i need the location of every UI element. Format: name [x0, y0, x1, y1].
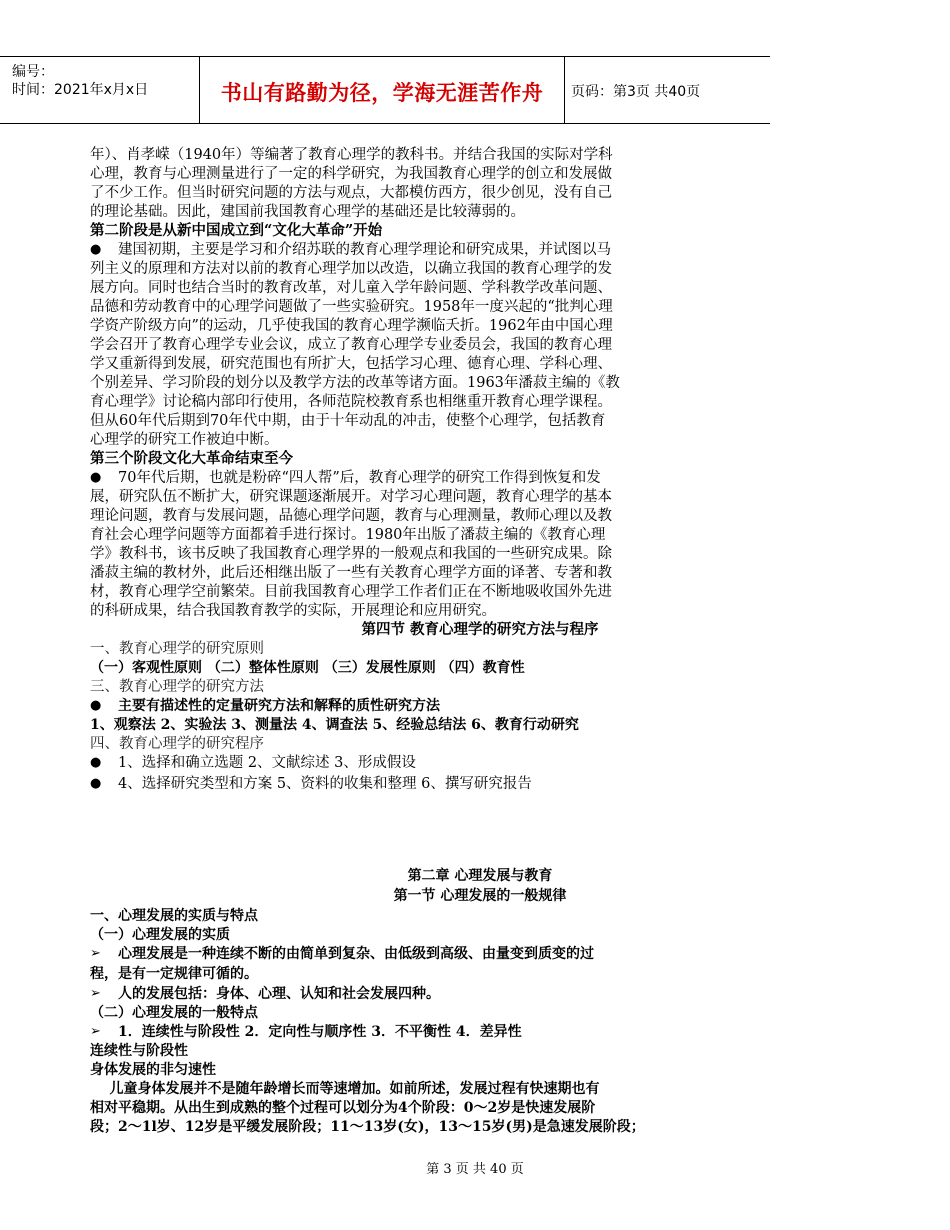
page-info: 页码：第3页 共40页 — [571, 84, 701, 100]
motto-text: 书山有路勤为径，学海无涯苦作舟 — [220, 81, 544, 105]
section-line: 一、教育心理学的研究原则 — [90, 641, 264, 657]
procedure-line: 4、选择研究类型和方案 5、资料的收集和整理 6、撰写研究报告 — [118, 776, 532, 792]
section-heading: （一）心理发展的实质 — [90, 927, 230, 943]
section-heading: 一、心理发展的实质与特点 — [90, 908, 258, 924]
header-motto-cell — [200, 57, 565, 123]
procedure-line: 1、选择和确立选题 2、文献综述 3、形成假设 — [118, 755, 416, 771]
paragraph-line: 心理发展是一种连续不断的由简单到复杂、由低级到高级、由量变到质变的过 — [118, 946, 594, 962]
methods-summary: 主要有描述性的定量研究方法和解释的质性研究方法 — [118, 698, 440, 714]
paragraph-line: 年）、肖孝嵘（1940年）等编著了教育心理学的教科书。并结合我国的实际对学科 — [90, 147, 613, 163]
page-header — [0, 56, 770, 124]
chapter2-section1-title: 第一节 心理发展的一般规律 — [393, 888, 567, 904]
paragraph-line: 人的发展包括：身体、心理、认知和社会发展四种。 — [118, 986, 440, 1002]
paragraph-line: 学会召开了教育心理学专业会议，成立了教育心理学专业委员会，我国的教育心理 — [90, 337, 612, 353]
paragraph-line: 了不少工作。但当时研究问题的方法与观点，大都模仿西方，很少创见，没有自己 — [90, 185, 612, 201]
paragraph-line: 建国初期，主要是学习和介绍苏联的教育心理学理论和研究成果，并试图以马 — [118, 242, 611, 258]
paragraph-line: 列主义的原理和方法对以前的教育心理学加以改造，以确立我国的教育心理学的发 — [90, 261, 612, 277]
bullet-icon: ● — [90, 698, 102, 713]
paragraph-line: 品德和劳动教育中的心理学问题做了一些实验研究。1958年一度兴起的“批判心理 — [90, 299, 613, 315]
paragraph-line: 育心理学》讨论稿内部印行使用，各师范院校教育系也相继重开教育心理学课程。 — [90, 394, 612, 410]
stage3-heading: 第三个阶段文化大革命结束至今 — [90, 450, 293, 467]
bullet-icon: ● — [90, 242, 102, 257]
methods-list: 1、观察法 2、实验法 3、测量法 4、调查法 5、经验总结法 6、教育行动研究 — [90, 717, 579, 733]
paragraph-line: 材，教育心理学空前繁荣。目前我国教育心理学工作者们正在不断地吸收国外先进 — [90, 584, 612, 600]
bullet-icon: ● — [90, 470, 102, 485]
time-label: 时间：2021年x月x日 — [12, 82, 149, 98]
paragraph-line: 学又重新得到发展，研究范围也有所扩大，包括学习心理、德育心理、学科心理、 — [90, 356, 612, 372]
paragraph-line: 段；2～1l岁、12岁是平缓发展阶段；11～13岁(女)，13～15岁(男)是急速发展阶段； — [90, 1119, 645, 1135]
paragraph-line: 70年代后期，也就是粉碎“四人帮”后，教育心理学的研究工作得到恢复和发 — [118, 470, 601, 486]
page-footer: 第 3 页 共 40 页 — [426, 1162, 524, 1177]
paragraph-line: 但从60年代后期到70年代中期，由于十年动乱的冲击，使整个心理学，包括教育 — [90, 413, 606, 429]
paragraph-line: 育社会心理学问题等方面都着手进行探讨。1980年出版了潘菽主编的《教育心理 — [90, 527, 606, 543]
paragraph-line: 心理，教育与心理测量进行了一定的科学研究，为我国教育心理学的创立和发展做 — [90, 166, 612, 182]
principles-line: （一）客观性原则 （二）整体性原则 （三）发展性原则 （四）教育性 — [90, 660, 525, 676]
chapter2-title: 第二章 心理发展与教育 — [407, 868, 553, 884]
header-page-cell — [565, 57, 770, 123]
paragraph-line: 程，是有一定规律可循的。 — [90, 966, 258, 982]
bullet-icon: ● — [90, 776, 102, 791]
subheading: 连续性与阶段性 — [90, 1043, 188, 1059]
paragraph-line: 理论问题，教育与发展问题，品德心理学问题，教育与心理测量，教师心理以及教 — [90, 508, 612, 524]
subheading: 身体发展的非匀速性 — [90, 1062, 216, 1078]
paragraph-line: 展方向。同时也结合当时的教育改革，对儿童入学年龄问题、学科教学改革问题、 — [90, 280, 612, 296]
paragraph-line: 展，研究队伍不断扩大，研究课题逐渐展开。对学习心理问题，教育心理学的基本 — [90, 489, 612, 505]
bullet-icon: ● — [90, 755, 102, 770]
paragraph-line: 的科研成果，结合我国教育教学的实际，开展理论和应用研究。 — [90, 603, 496, 619]
section-line: 四、教育心理学的研究程序 — [90, 736, 264, 752]
arrow-bullet-icon: ➢ — [90, 946, 101, 961]
paragraph-line: 心理学的研究工作被迫中断。 — [90, 432, 279, 448]
paragraph-line: 的理论基础。因此，建国前我国教育心理学的基础还是比较薄弱的。 — [90, 204, 525, 220]
number-label: 编号： — [12, 64, 54, 80]
section-heading: （二）心理发展的一般特点 — [90, 1005, 258, 1021]
paragraph-line: 相对平稳期。从出生到成熟的整个过程可以划分为4个阶段：0～2岁是快速发展阶 — [90, 1100, 596, 1116]
paragraph-line: 学》教科书，该书反映了我国教育心理学界的一般观点和我国的一些研究成果。除 — [90, 546, 612, 562]
features-list: 1．连续性与阶段性 2．定向性与顺序性 3．不平衡性 4．差异性 — [118, 1024, 522, 1040]
paragraph-line: 潘菽主编的教材外，此后还相继出版了一些有关教育心理学方面的译著、专著和教 — [90, 565, 612, 581]
paragraph-line: 学资产阶级方向”的运动，几乎使我国的教育心理学濒临夭折。1962年由中国心理 — [90, 318, 613, 334]
arrow-bullet-icon: ➢ — [90, 1024, 101, 1039]
header-left-cell — [0, 57, 200, 123]
paragraph-line: 儿童身体发展并不是随年龄增长而等速增加。如前所述，发展过程有快速期也有 — [90, 1081, 600, 1097]
stage2-heading: 第二阶段是从新中国成立到“文化大革命”开始 — [90, 222, 383, 239]
section4-title: 第四节 教育心理学的研究方法与程序 — [361, 621, 599, 638]
section-line: 三、教育心理学的研究方法 — [90, 679, 264, 695]
paragraph-line: 个别差异、学习阶段的划分以及教学方法的改革等诸方面。1963年潘菽主编的《教 — [90, 375, 620, 391]
arrow-bullet-icon: ➢ — [90, 986, 101, 1001]
